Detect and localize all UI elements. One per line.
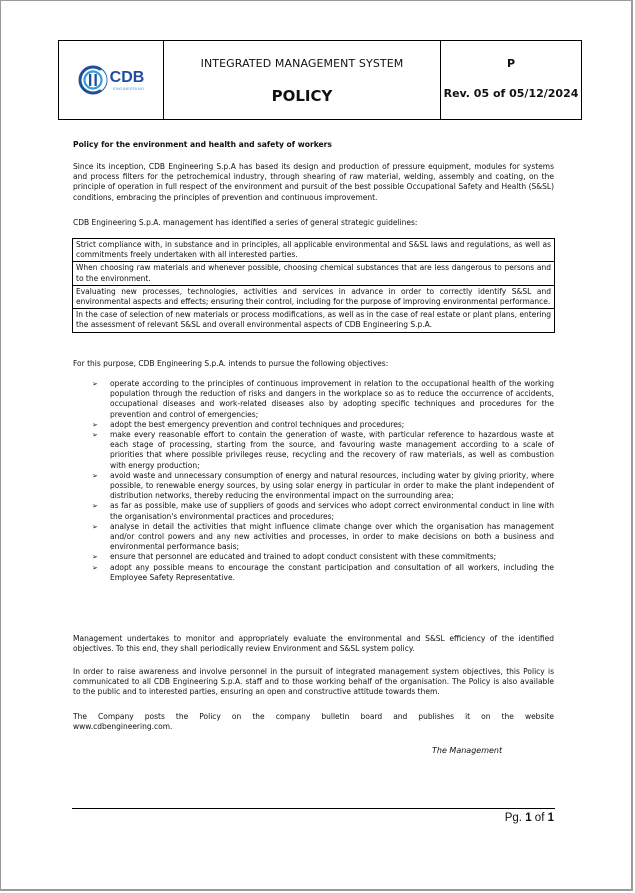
document-title: POLICY bbox=[271, 87, 333, 105]
website-link[interactable]: www.cdbengineering.com. bbox=[73, 722, 173, 732]
guideline-row: When choosing raw materials and whenever possible, choosing chemical substances that are less dangerous to persons and to the environment. bbox=[73, 262, 554, 285]
logo-brand-text: CDB bbox=[109, 68, 145, 86]
guideline-row: Evaluating new processes, technologies, activities and services in advance in order to correctly identify S&SL and environmental aspects and effects; ensuring their control, including for the purpose of improving environmental performance. bbox=[73, 286, 554, 309]
page-prefix: Pg. bbox=[504, 812, 522, 824]
objectives-intro bbox=[73, 359, 554, 369]
document-code: P bbox=[506, 57, 516, 70]
arrow-bullet-icon: ➢ bbox=[92, 431, 98, 440]
title-cell bbox=[164, 41, 441, 119]
objective-text: ensure that personnel are educated and trained to adopt conduct consistent with these commitments; bbox=[110, 552, 497, 562]
document-header-table bbox=[58, 40, 582, 120]
objective-text: make every reasonable effort to contain the generation of waste, with particular reference to hazardous waste at each stage of processing, starting from the source, and favouring waste management according to a scale of priorities that where possible privileges reuse, recycling and the recovery of raw materials, as well as combustion with energy production; bbox=[110, 430, 554, 470]
objectives-intro-text: For this purpose, CDB Engineering S.p.A. intends to pursue the following objectives: bbox=[73, 359, 389, 368]
arrow-bullet-icon: ➢ bbox=[92, 380, 98, 388]
arrow-bullet-icon: ➢ bbox=[92, 471, 98, 480]
monitoring-text: Management undertakes to monitor and appropriately evaluate the environmental and S&SL efficiency of the identified objectives. To this end, they shall periodically review Environment and S&SL system policy. bbox=[73, 634, 554, 654]
revision-cell bbox=[441, 41, 581, 119]
objective-text: operate according to the principles of continuous improvement in relation to the occupational health of the working population through the reduction of risks and dangers in the workplace so as to reduce the occurrence of accidents, occupational diseases and work-related diseases also by adopting specific techniques and procedures for the prevention and control of emergencies; bbox=[110, 379, 554, 419]
arrow-bullet-icon: ➢ bbox=[92, 420, 98, 429]
objective-item bbox=[92, 522, 554, 553]
objective-text: analyse in detail the activities that might influence climate change over which the organisation has management and/or control powers and any new activities and processes, in order to make decisions on both a business and environmental performance basis; bbox=[110, 521, 554, 552]
objective-item bbox=[92, 379, 554, 420]
objective-item bbox=[92, 420, 554, 430]
logo-cell bbox=[59, 41, 164, 119]
section-title: Policy for the environment and health and safety of workers bbox=[73, 140, 332, 149]
arrow-bullet-icon: ➢ bbox=[92, 502, 98, 511]
cdb-logo-icon bbox=[78, 65, 108, 95]
page-total: 1 bbox=[547, 812, 554, 824]
guidelines-table bbox=[72, 238, 555, 333]
awareness-text: In order to raise awareness and involve personnel in the pursuit of integrated management system objectives, this Policy is communicated to all CDB Engineering S.p.A. staff and to those working behalf of the organisation. The Policy is also available to the public and to interested parties, ensuring an open and constructive attitude towards them. bbox=[73, 667, 554, 697]
guideline-row: In the case of selection of new materials or process modifications, as well as in the case of real estate or plant plans, entering the assessment of relevant S&SL and overall environmental aspects of CDB Engineering S.p.A. bbox=[76, 310, 551, 330]
company-logo bbox=[78, 65, 145, 95]
objective-text: adopt the best emergency prevention and control techniques and procedures; bbox=[110, 419, 405, 429]
guidelines-intro-text: CDB Engineering S.p.A. management has identified a series of general strategic guidelines: bbox=[73, 218, 418, 227]
objective-item bbox=[92, 501, 554, 521]
objective-text: adopt any possible means to encourage the constant participation and consultation of all workers, including the Employee Safety Representative. bbox=[110, 562, 554, 582]
intro-text: Since its inception, CDB Engineering S.p.A has based its design and production of pressure equipment, modules for systems and process filters for the petrochemical industry, through shearing of raw material, welding, assembly and coating, on the principle of operation in full respect of the environment and pursuit of the best possible Occupational Safety and Health (S&SL) conditions, embracing the principles of prevention and continuous improvement. bbox=[73, 162, 554, 202]
arrow-bullet-icon: ➢ bbox=[92, 553, 98, 562]
page-current: 1 bbox=[525, 812, 532, 824]
objective-item bbox=[92, 563, 554, 583]
objective-text: as far as possible, make use of suppliers of goods and services who adopt correct environmental conduct in line with the organisation's environmental practices and procedures; bbox=[110, 501, 554, 521]
arrow-bullet-icon: ➢ bbox=[92, 563, 98, 572]
page-number bbox=[505, 812, 554, 824]
logo-sub-text: ENGINEERING bbox=[113, 85, 145, 91]
guidelines-intro bbox=[73, 218, 554, 228]
intro-paragraph bbox=[73, 162, 554, 203]
objective-item bbox=[92, 471, 554, 502]
objective-item bbox=[92, 552, 554, 562]
footer-divider bbox=[72, 808, 555, 809]
objective-item bbox=[92, 430, 554, 471]
arrow-bullet-icon: ➢ bbox=[92, 522, 98, 531]
revision-label: Rev. 05 of 05/12/2024 bbox=[443, 87, 579, 100]
guideline-row: Strict compliance with, in substance and in principles, all applicable environmental and S&SL laws and regulations, as well as commitments freely undertaken with all interested parties. bbox=[73, 239, 554, 262]
publish-paragraph bbox=[73, 712, 554, 732]
page-of: of bbox=[534, 812, 545, 824]
publish-text: The Company posts the Policy on the company bulletin board and publishes it on the website bbox=[73, 712, 554, 721]
signature: The Management bbox=[432, 746, 503, 755]
awareness-paragraph bbox=[73, 667, 554, 698]
system-label: INTEGRATED MANAGEMENT SYSTEM bbox=[200, 57, 404, 70]
monitoring-paragraph bbox=[73, 634, 554, 654]
objective-text: avoid waste and unnecessary consumption of energy and natural resources, including water by giving priority, where possible, to renewable energy sources, by using solar energy in particular in order to make the plant independent of distribution networks, thereby reducing the environmental impact on the surrounding area; bbox=[110, 470, 554, 501]
objectives-list bbox=[92, 379, 554, 583]
